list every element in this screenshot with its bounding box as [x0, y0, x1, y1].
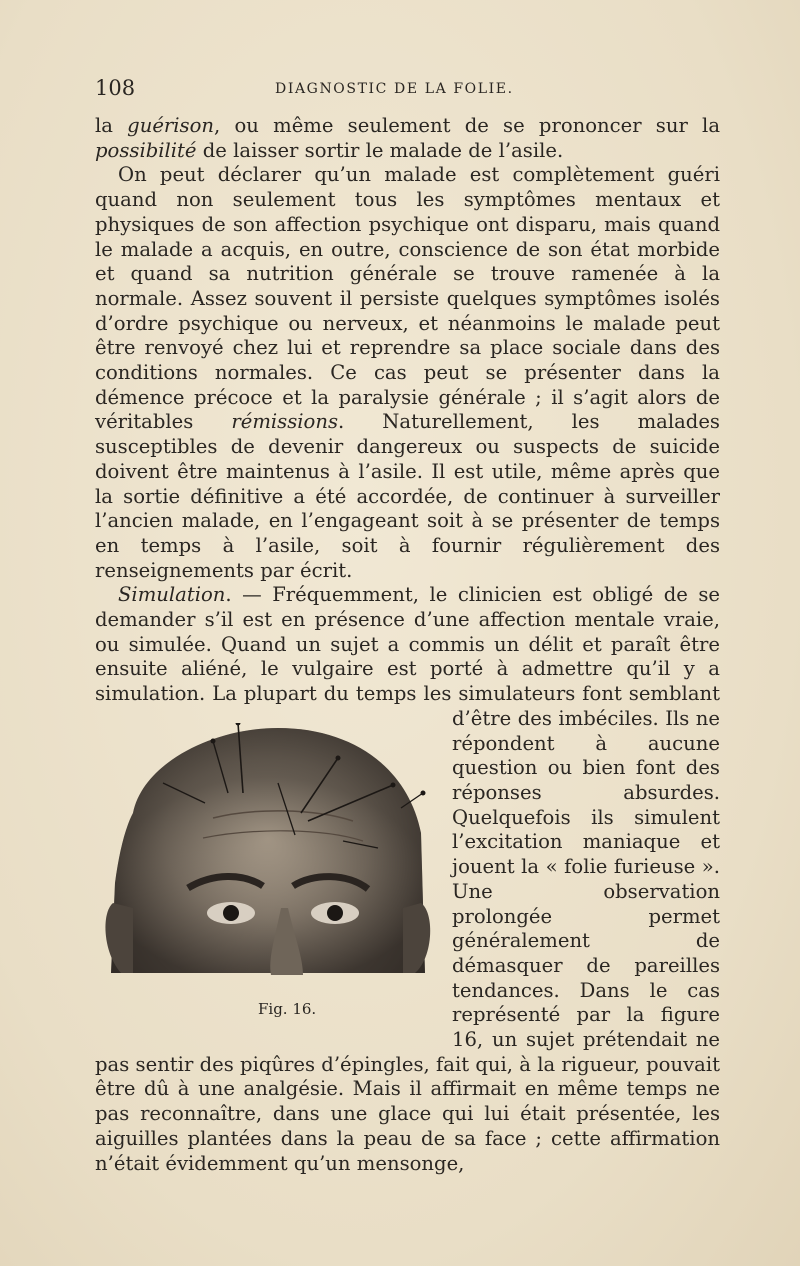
- face-photo-illustration: [103, 723, 431, 981]
- text-run: la: [95, 114, 128, 137]
- page-header: [95, 76, 725, 106]
- text-run: , ou même seulement de se prononcer sur la: [214, 114, 720, 137]
- italic-term: guérison: [127, 114, 215, 137]
- paragraph-2: [95, 163, 720, 583]
- section-heading-simulation: Simulation: [118, 583, 226, 607]
- paragraph-1: [95, 114, 720, 163]
- italic-term: possibilité: [95, 138, 197, 162]
- figure-caption: Fig. 16.: [258, 999, 317, 1018]
- paragraph-3: [95, 583, 720, 1176]
- text-run: de laisser sortir le malade de l’asile.: [196, 138, 564, 162]
- page-number: 108: [95, 76, 136, 100]
- body-text: [95, 114, 720, 1176]
- figure-16: [95, 707, 440, 1030]
- paragraph-3-text: . — Fréquemment, le clinicien est obligé de se demander s’il est en présence d’une affection mentale vraie, ou simulée. Quand un sujet a commis un délit et paraît être ensuite aliéné, le vulgaire est porté à admettre qu’il y a simulation. La plupart du temps les simulateurs Fig. 16. font semblant d’être des imbéciles. Ils ne répondent à aucune question ou bien font des réponses absurdes. Quelquefois ils simulent l’excitation maniaque et jouent la « folie furieuse ». Une observation prolongée permet généralement de démasquer de pareilles tendances. Dans le cas représenté par la figure 16, un sujet prétendait ne pas sentir des piqûres d’épingles, fait qui, à la rigueur, pouvait être dû à une analgésie. Mais il affirmait en même temps ne pas reconnaître, dans une glace qui lui était présentée, les aiguilles plantées dans la peau de sa face ; cette affirmation n’était évidemment qu’un mensonge,: [95, 583, 720, 1175]
- italic-term: rémissions: [231, 410, 339, 434]
- text-run: On peut déclarer qu’un malade est complètement guéri quand non seulement tous les symptômes mentaux et physiques de son affection psychique ont disparu, mais quand le malade a acquis, en outre, conscience de son état morbide et quand sa nutrition générale se trouve ramenée à la normale. Assez souvent il persiste quelques symptômes isolés d’ordre psychique ou nerveux, et néanmoins le malade peut être renvoyé chez lui et reprendre sa place sociale dans des conditions normales. Ce cas peut se présenter dans la démence précoce et la paralysie générale ; il s’agit alors de véritables: [95, 163, 720, 434]
- running-head: DIAGNOSTIC DE LA FOLIE.: [275, 81, 514, 97]
- text-run: . Naturellement, les malades susceptibles de devenir dangereux ou suspects de suicide doivent être maintenus à l’asile. Il est utile, même après que la sortie définitive a été accordée, de continuer à surveiller l’ancien malade, en l’engageant soit à se présenter de temps en temps à l’asile, soit à fournir régulièrement des renseignements par écrit.: [95, 410, 720, 582]
